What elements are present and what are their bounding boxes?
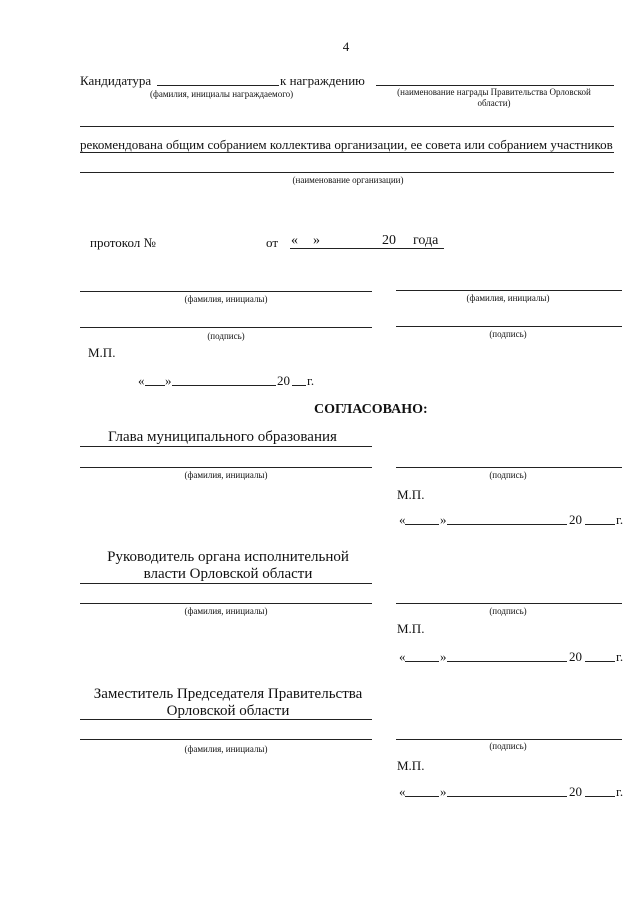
approval-1-name-caption: (фамилия, инициалы) [184,470,268,480]
date-quote-open: « [138,373,145,388]
approval-3-month-field[interactable] [447,796,567,797]
left-name-field[interactable] [80,291,372,292]
date-year-field[interactable] [292,385,306,386]
date-year-suffix: г. [307,373,315,388]
protocol-label: протокол № [90,235,156,250]
approval-2-title-line1: Руководитель органа исполнительной [107,549,349,565]
nominee-name-field[interactable] [157,85,279,86]
organization-caption: (наименование организации) [292,175,404,185]
recommendation-underline [80,152,614,153]
page-number: 4 [342,39,350,54]
approval-1-date-close: » [440,512,447,527]
approval-3-title-line1: Заместитель Председателя Правительства [93,686,363,702]
approval-2-signature-caption: (подпись) [489,606,527,616]
approval-2-title-line2: власти Орловской области [143,566,313,582]
date-year-prefix: 20 [277,373,290,388]
candidacy-label: Кандидатура [80,73,152,88]
approval-3-day-field[interactable] [405,796,439,797]
right-name-field[interactable] [396,290,622,291]
approval-1-title: Глава муниципального образования [108,429,337,445]
approval-3-name-caption: (фамилия, инициалы) [184,744,268,754]
approval-3-title-line2: Орловской области [166,703,290,719]
left-signature-field[interactable] [80,327,372,328]
approval-3-stamp: М.П. [397,758,425,773]
approval-1-stamp: М.П. [397,487,425,502]
approval-1-signature-caption: (подпись) [489,470,527,480]
date-day-field[interactable] [145,385,165,386]
approval-1-month-field[interactable] [447,524,567,525]
protocol-from: от [266,235,279,250]
award-name-continuation-field[interactable] [80,126,614,127]
approval-3-date-open: « [399,784,406,799]
award-caption-line2: области) [477,98,511,108]
award-caption-line1: (наименование награды Правительства Орловской [397,87,591,97]
date-quote-close: » [165,373,172,388]
approval-2-day-field[interactable] [405,661,439,662]
approval-1-title-underline [80,446,372,447]
approval-3-year-prefix: 20 [569,784,582,799]
approval-2-title-underline [80,583,372,584]
approval-2-month-field[interactable] [447,661,567,662]
protocol-quote-open: « [291,233,298,248]
protocol-date-field[interactable] [290,248,444,249]
approval-2-date-open: « [399,649,406,664]
approval-3-signature-field[interactable] [396,739,622,740]
nominee-name-caption: (фамилия, инициалы награждаемого) [150,89,294,99]
approval-2-year-suffix: г. [616,649,624,664]
approval-2-signature-field[interactable] [396,603,622,604]
right-signature-caption: (подпись) [489,329,527,339]
approval-1-name-field[interactable] [80,467,372,468]
approval-2-year-field[interactable] [585,661,615,662]
approval-3-name-field[interactable] [80,739,372,740]
approval-2-stamp: М.П. [397,621,425,636]
approval-3-signature-caption: (подпись) [489,741,527,751]
protocol-year-prefix: 20 [382,233,396,248]
approval-2-name-caption: (фамилия, инициалы) [184,606,268,616]
approval-1-date-open: « [399,512,406,527]
award-name-field[interactable] [376,85,614,86]
approval-1-signature-field[interactable] [396,467,622,468]
approval-1-day-field[interactable] [405,524,439,525]
stamp-label: М.П. [88,345,116,360]
organization-name-field[interactable] [80,172,614,173]
protocol-year-word: года [413,233,439,248]
approval-3-date-close: » [440,784,447,799]
award-prefix: к награждению [280,73,365,88]
approval-1-year-prefix: 20 [569,512,582,527]
approval-3-title-underline [80,719,372,720]
approval-1-year-field[interactable] [585,524,615,525]
approval-2-date-close: » [440,649,447,664]
left-signature-caption: (подпись) [207,331,245,341]
agreed-heading: СОГЛАСОВАНО: [314,402,428,417]
left-name-caption: (фамилия, инициалы) [184,294,268,304]
approval-2-name-field[interactable] [80,603,372,604]
approval-1-year-suffix: г. [616,512,624,527]
right-signature-field[interactable] [396,326,622,327]
approval-3-year-suffix: г. [616,784,624,799]
right-name-caption: (фамилия, инициалы) [466,293,550,303]
protocol-quote-close: » [313,233,320,248]
approval-2-year-prefix: 20 [569,649,582,664]
date-month-field[interactable] [172,385,276,386]
recommendation-text: рекомендована общим собранием коллектива организации, ее совета или собранием участников [80,137,613,152]
approval-3-year-field[interactable] [585,796,615,797]
